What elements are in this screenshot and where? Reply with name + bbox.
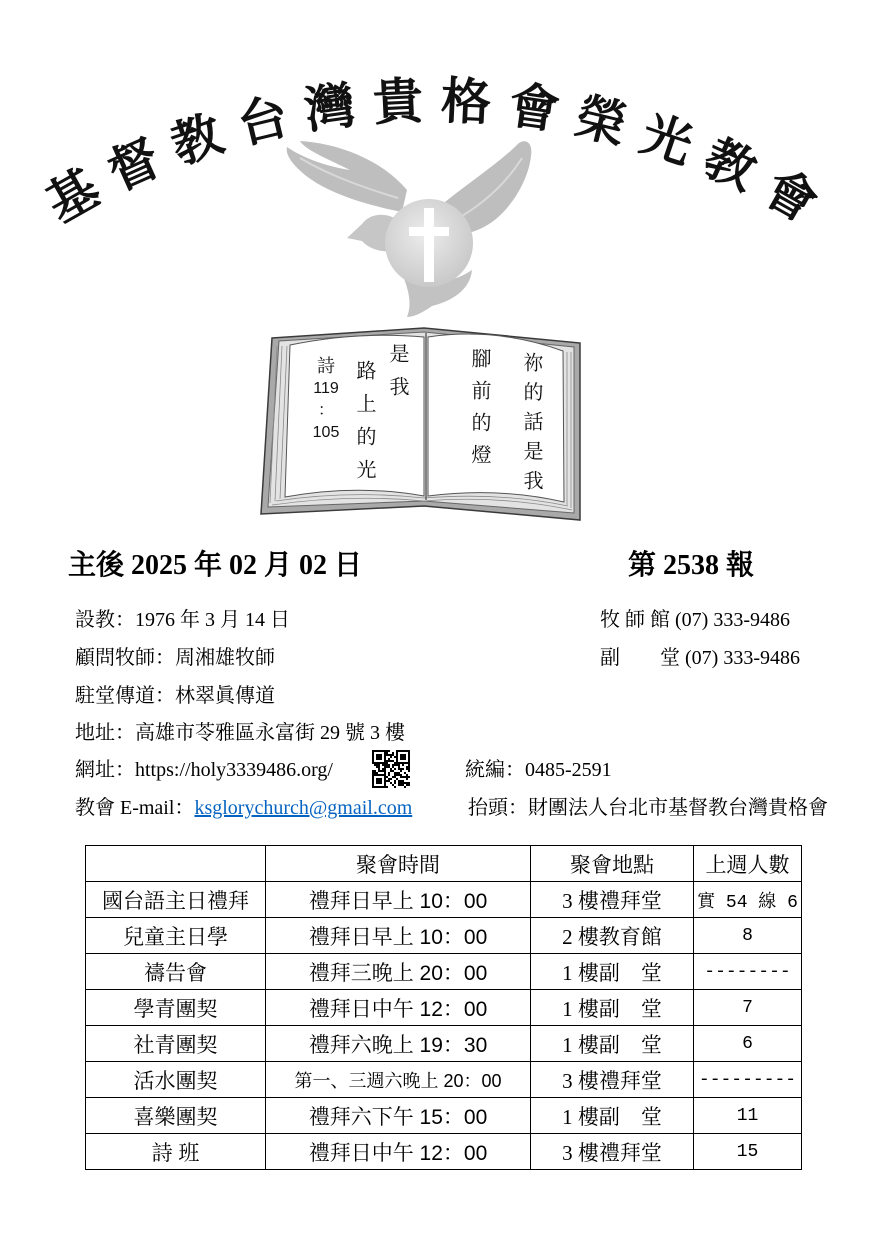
issue-number: 第 2538 報 (628, 550, 755, 581)
church-name-char: 貴 (371, 70, 425, 132)
last-week-attendance: 7 (694, 990, 802, 1026)
header-place: 聚會地點 (531, 846, 694, 882)
meeting-time: 禮拜日中午 12：00 (266, 1134, 531, 1170)
meeting-place: 1 樓副 堂 (531, 990, 694, 1026)
verse-column: 路上的光 (353, 360, 375, 492)
verse-column: 是我 (386, 343, 408, 409)
last-week-attendance: 實 54 線 6 (694, 882, 802, 918)
meeting-schedule-table (85, 845, 802, 1170)
header-time: 聚會時間 (266, 846, 531, 882)
church-name-char: 會 (754, 157, 828, 234)
meeting-time: 禮拜日早上 10：00 (266, 882, 531, 918)
church-name-char: 灣 (301, 74, 359, 141)
meeting-time: 禮拜三晚上 20：00 (266, 954, 531, 990)
founded-date: 設教：1976 年 3 月 14 日 (75, 609, 290, 631)
qr-code-icon (372, 750, 410, 788)
meeting-place: 1 樓副 堂 (531, 954, 694, 990)
verse-reference-book: 詩 (317, 356, 335, 376)
advisor-pastor: 顧問牧師：周湘雄牧師 (75, 647, 275, 669)
church-name-char: 會 (505, 74, 563, 141)
parsonage-phone: 牧 師 館 (07) 333-9486 (600, 609, 790, 631)
church-website: 網址：https://holy3339486.org/ (75, 759, 333, 781)
church-name-char: 台 (231, 85, 294, 155)
church-name-char: 基 (36, 157, 110, 234)
table-row (86, 882, 802, 918)
email-link[interactable]: ksglorychurch@gmail.com (194, 797, 413, 819)
last-week-attendance: -------- (694, 954, 802, 990)
meeting-time: 禮拜日中午 12：00 (266, 990, 531, 1026)
table-row (86, 918, 802, 954)
meeting-place: 3 樓禮拜堂 (531, 1134, 694, 1170)
verse-reference-verse: 105 (312, 424, 340, 441)
church-name-char: 光 (633, 103, 700, 176)
meeting-time: 禮拜六下午 15：00 (266, 1098, 531, 1134)
table-header-row (86, 846, 802, 882)
last-week-attendance: 15 (694, 1134, 802, 1170)
verse-column: 腳前的燈 (468, 348, 490, 476)
table-row (86, 1026, 802, 1062)
meeting-name: 禱告會 (86, 954, 266, 990)
tax-id: 統編：0485-2591 (465, 759, 612, 781)
church-name-char: 教 (695, 127, 766, 202)
verse-reference-separator: ： (317, 402, 334, 419)
meeting-place: 1 樓副 堂 (531, 1098, 694, 1134)
table-row (86, 990, 802, 1026)
resident-preacher: 駐堂傳道：林翠眞傳道 (75, 685, 275, 707)
church-address: 地址：高雄市苓雅區永富街 29 號 3 樓 (75, 722, 405, 744)
meeting-time: 第一、三週六晚上 20：00 (266, 1062, 531, 1098)
church-name-char: 教 (164, 103, 231, 176)
table-row (86, 1098, 802, 1134)
annex-phone: 副 堂 (07) 333-9486 (600, 647, 800, 669)
meeting-name: 詩 班 (86, 1134, 266, 1170)
verse-reference-chapter: 119 (313, 380, 339, 397)
meeting-name: 活水團契 (86, 1062, 266, 1098)
table-row (86, 1062, 802, 1098)
email-line (75, 795, 412, 821)
last-week-attendance: 8 (694, 918, 802, 954)
meeting-time: 禮拜日早上 10：00 (266, 918, 531, 954)
verse-column: 祢的話是我 (520, 352, 542, 500)
last-week-attendance: 6 (694, 1026, 802, 1062)
meeting-place: 3 樓禮拜堂 (531, 1062, 694, 1098)
church-name-char: 督 (98, 127, 169, 202)
header-meeting (86, 846, 266, 882)
meeting-name: 兒童主日學 (86, 918, 266, 954)
table-row (86, 1134, 802, 1170)
verse-reference (311, 357, 341, 442)
email-label: 教會 E-mail： (75, 797, 195, 819)
meeting-place: 2 樓教育館 (531, 918, 694, 954)
bulletin-date: 主後 2025 年 02 月 02 日 (68, 550, 363, 581)
header-attendance: 上週人數 (694, 846, 802, 882)
table-row (86, 954, 802, 990)
meeting-name: 喜樂團契 (86, 1098, 266, 1134)
church-name-char: 格 (439, 70, 493, 132)
church-name-char: 榮 (570, 85, 633, 155)
meeting-name: 社青團契 (86, 1026, 266, 1062)
church-name-arc (0, 0, 878, 260)
last-week-attendance: --------- (694, 1062, 802, 1098)
payee-title: 抬頭：財團法人台北市基督教台灣貴格會 (468, 797, 828, 819)
last-week-attendance: 11 (694, 1098, 802, 1134)
meeting-place: 1 樓副 堂 (531, 1026, 694, 1062)
meeting-name: 學青團契 (86, 990, 266, 1026)
meeting-name: 國台語主日禮拜 (86, 882, 266, 918)
meeting-time: 禮拜六晚上 19：30 (266, 1026, 531, 1062)
meeting-place: 3 樓禮拜堂 (531, 882, 694, 918)
